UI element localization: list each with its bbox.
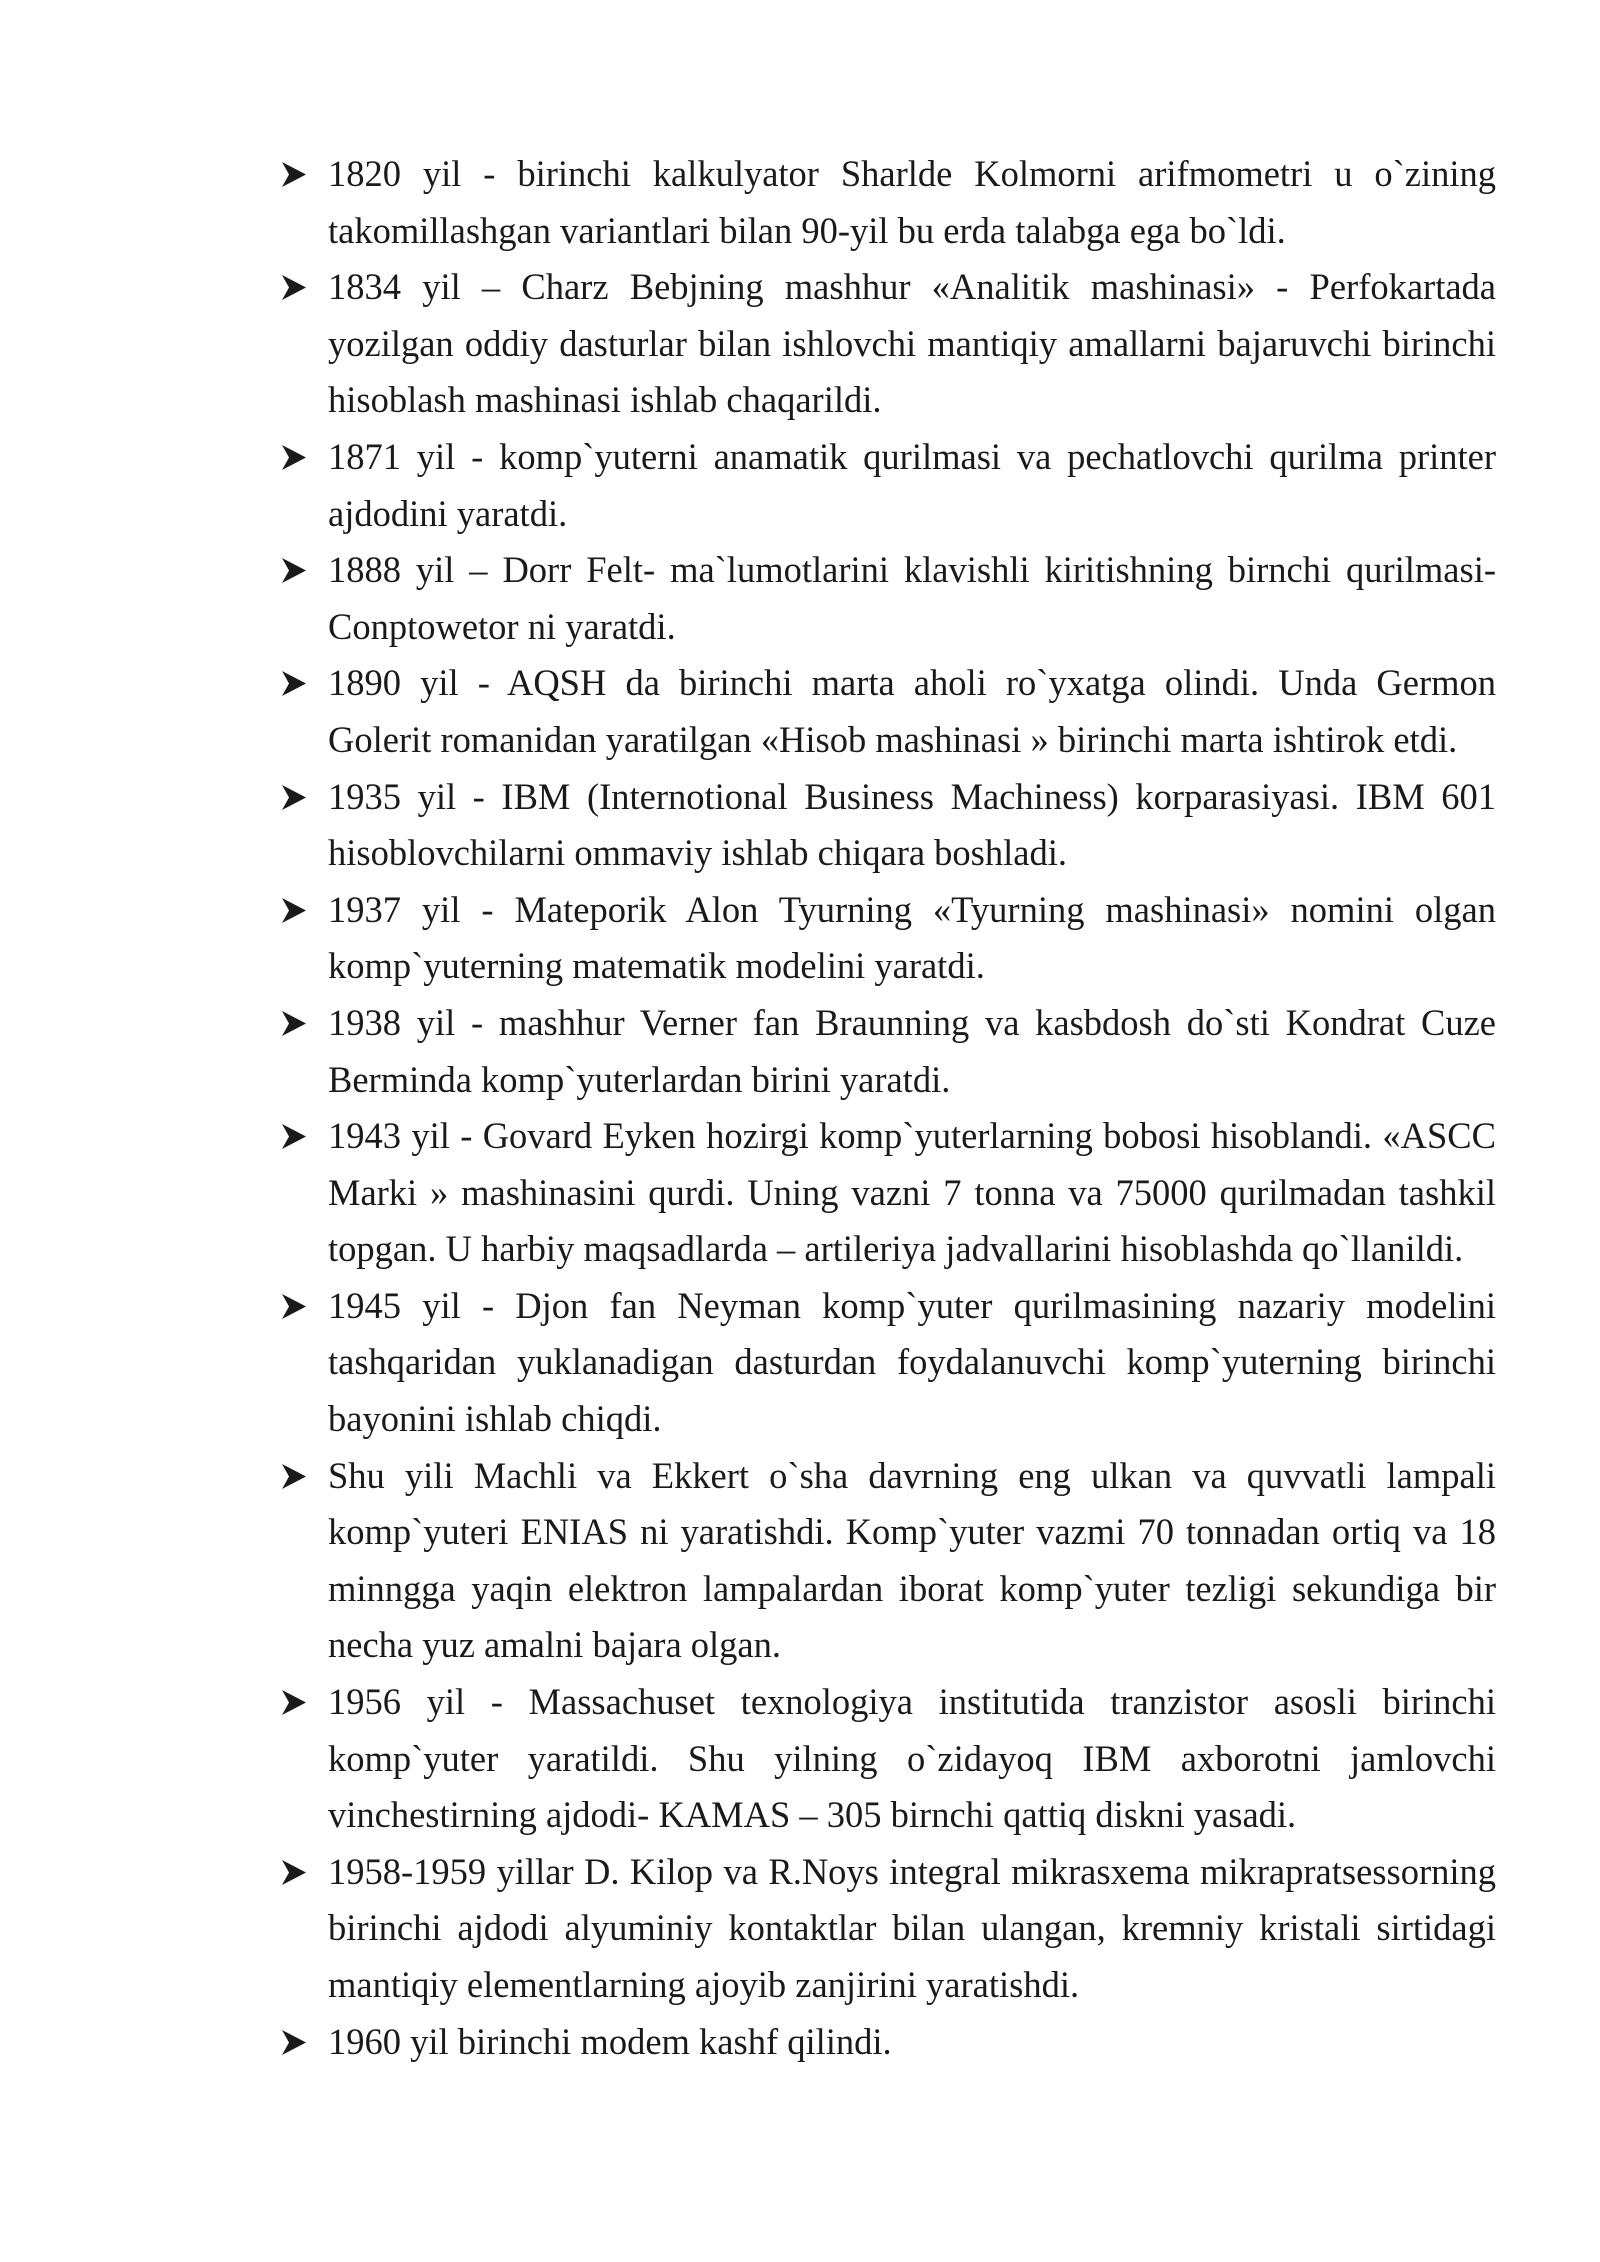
arrowhead-bullet-icon bbox=[282, 1278, 310, 1335]
arrowhead-bullet-icon bbox=[282, 1844, 310, 1901]
timeline-list bbox=[276, 146, 1496, 2070]
list-item-text: 1834 yil – Charz Bebjning mashhur «Analitik mashinasi» - Perfokartada yozilgan oddiy dasturlar bilan ishlovchi mantiqiy amallarni bajaruvchi birinchi hisoblash mashinasi ishlab chaqarildi. bbox=[328, 266, 1496, 421]
list-item-text: Shu yili Machli va Ekkert o`sha davrning eng ulkan va quvvatli lampali komp`yuteri ENIAS ni yaratishdi. Komp`yuter vazmi 70 tonnadan ortiq va 18 minngga yaqin elektron lampalardan iborat komp`yuter tezligi sekundiga bir necha yuz amalni bajara olgan. bbox=[328, 1454, 1496, 1666]
list-item bbox=[276, 1448, 1496, 1674]
arrowhead-bullet-icon bbox=[282, 882, 310, 939]
list-item bbox=[276, 995, 1496, 1108]
arrowhead-bullet-icon bbox=[282, 1448, 310, 1505]
list-item-text: 1938 yil - mashhur Verner fan Braunning va kasbdosh do`sti Kondrat Cuze Berminda komp`yuterlardan birini yaratdi. bbox=[328, 1001, 1496, 1100]
list-item bbox=[276, 146, 1496, 259]
list-item bbox=[276, 542, 1496, 655]
list-item bbox=[276, 882, 1496, 995]
list-item-text: 1871 yil - komp`yuterni anamatik qurilmasi va pechatlovchi qurilma printer ajdodini yaratdi. bbox=[328, 435, 1496, 534]
arrowhead-bullet-icon bbox=[282, 146, 310, 203]
list-item-text: 1890 yil - AQSH da birinchi marta aholi ro`yxatga olindi. Unda Germon Golerit romanidan yaratilgan «Hisob mashinasi » birinchi marta ishtirok etdi. bbox=[328, 662, 1496, 760]
list-item bbox=[276, 2014, 1496, 2071]
list-item-text: 1943 yil - Govard Eyken hozirgi komp`yuterlarning bobosi hisoblandi. «ASCC Marki » mashinasini qurdi. Uning vazni 7 tonna va 75000 qurilmadan tashkil topgan. U harbiy maqsadlarda – artileriya jadvallarini hisoblashda qo`llanildi. bbox=[328, 1115, 1496, 1270]
arrowhead-bullet-icon bbox=[282, 655, 310, 712]
list-item bbox=[276, 1844, 1496, 2014]
arrowhead-bullet-icon bbox=[282, 769, 310, 826]
list-item bbox=[276, 655, 1496, 768]
list-item-text: 1958-1959 yillar D. Kilop va R.Noys integral mikrasxema mikrapratsessorning birinchi ajdodi alyuminiy kontaktlar bilan ulangan, kremniy kristali sirtidagi mantiqiy elementlarning ajoyib zanjirini yaratishdi. bbox=[328, 1850, 1496, 2005]
arrowhead-bullet-icon bbox=[282, 1108, 310, 1165]
list-item-text: 1937 yil - Mateporik Alon Tyurning «Tyurning mashinasi» nomini olgan komp`yuterning matematik modelini yaratdi. bbox=[328, 888, 1496, 987]
list-item-text: 1960 yil birinchi modem kashf qilindi. bbox=[328, 2020, 892, 2062]
arrowhead-bullet-icon bbox=[282, 1674, 310, 1731]
list-item bbox=[276, 1674, 1496, 1844]
list-item bbox=[276, 259, 1496, 429]
arrowhead-bullet-icon bbox=[282, 542, 310, 599]
list-item bbox=[276, 1108, 1496, 1278]
list-item-text: 1820 yil - birinchi kalkulyator Sharlde Kolmorni arifmometri u o`zining takomillashgan variantlari bilan 90-yil bu erda talabga ega bo`ldi. bbox=[328, 153, 1496, 251]
list-item-text: 1956 yil - Massachuset texnologiya institutida tranzistor asosli birinchi komp`yuter yaratildi. Shu yilning o`zidayoq IBM axborotni jamlovchi vinchestirning ajdodi- KAMAS – 305 birnchi qattiq diskni yasadi. bbox=[328, 1681, 1496, 1836]
arrowhead-bullet-icon bbox=[282, 259, 310, 316]
arrowhead-bullet-icon bbox=[282, 429, 310, 486]
list-item-text: 1945 yil - Djon fan Neyman komp`yuter qurilmasining nazariy modelini tashqaridan yuklanadigan dasturdan foydalanuvchi komp`yuterning birinchi bayonini ishlab chiqdi. bbox=[328, 1284, 1496, 1440]
list-item-text: 1888 yil – Dorr Felt- ma`lumotlarini klavishli kiritishning birnchi qurilmasi- Conptowetor ni yaratdi. bbox=[328, 549, 1496, 647]
list-item bbox=[276, 769, 1496, 882]
arrowhead-bullet-icon bbox=[282, 2014, 310, 2071]
arrowhead-bullet-icon bbox=[282, 995, 310, 1052]
list-item bbox=[276, 429, 1496, 542]
list-item bbox=[276, 1278, 1496, 1448]
list-item-text: 1935 yil - IBM (Internotional Business Machiness) korparasiyasi. IBM 601 hisoblovchilarni ommaviy ishlab chiqara boshladi. bbox=[328, 775, 1496, 874]
